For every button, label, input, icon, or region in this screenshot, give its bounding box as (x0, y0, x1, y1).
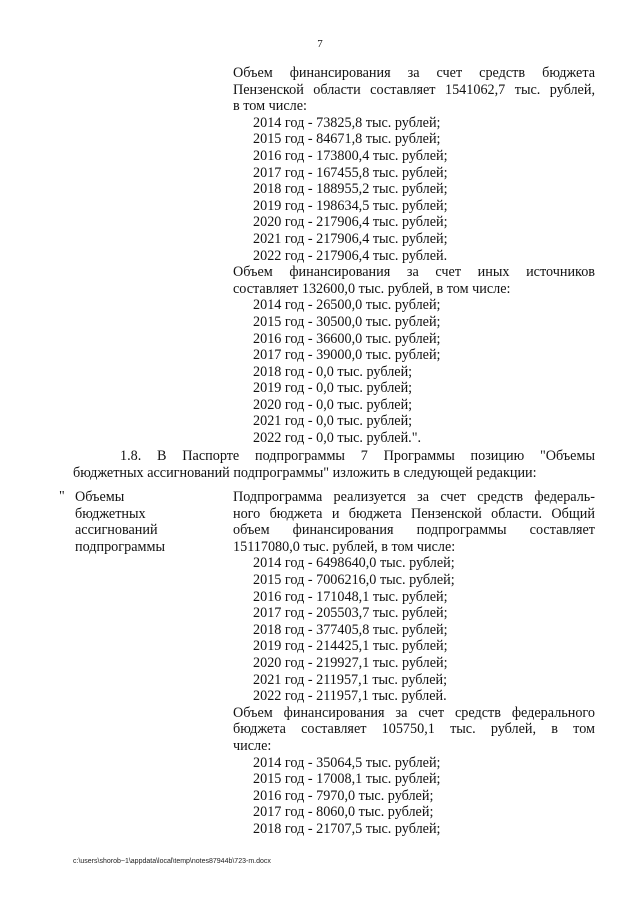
year-line: 2014 год - 6498640,0 тыс. рублей; (253, 555, 455, 572)
text-line: Пензенской области составляет 1541062,7 тыс. рублей, (233, 81, 595, 98)
text-line: числе: (233, 737, 272, 754)
text-line: составляет 132600,0 тыс. рублей, в том числе: (233, 280, 511, 297)
year-line: 2014 год - 73825,8 тыс. рублей; (253, 114, 441, 131)
left-label (75, 489, 215, 555)
year-line: 2018 год - 377405,8 тыс. рублей; (253, 621, 448, 638)
label-line: бюджетных (75, 505, 146, 522)
year-line: 2016 год - 171048,1 тыс. рублей; (253, 588, 448, 605)
text-line: Подпрограмма реализуется за счет средств федераль- (233, 489, 595, 505)
year-line: 2019 год - 0,0 тыс. рублей; (253, 380, 413, 397)
label-line: ассигнований (75, 522, 158, 539)
year-line: 2020 год - 0,0 тыс. рублей; (253, 396, 413, 413)
year-line: 2022 год - 0,0 тыс. рублей.". (253, 430, 422, 447)
year-line: 2015 год - 17008,1 тыс. рублей; (253, 771, 441, 788)
year-line: 2021 год - 211957,1 тыс. рублей; (253, 671, 448, 688)
text-line: ного бюджета и бюджета Пензенской области. Общий (233, 505, 595, 522)
quote-mark: " (59, 489, 65, 504)
year-line: 2020 год - 219927,1 тыс. рублей; (253, 654, 448, 671)
year-line: 2017 год - 167455,8 тыс. рублей; (253, 164, 448, 181)
text-line: бюджета составляет 105750,1 тыс. рублей, в том (233, 721, 595, 738)
footer-file-path: c:\users\shorob~1\appdata\local\temp\notes87944b\723-m.docx (73, 858, 271, 865)
text-line: бюджетных ассигнований подпрограммы" изложить в следующей редакции: (73, 464, 537, 481)
label-line: подпрограммы (75, 538, 165, 555)
year-line: 2019 год - 214425,1 тыс. рублей; (253, 638, 448, 655)
year-line: 2015 год - 30500,0 тыс. рублей; (253, 313, 441, 330)
year-line: 2019 год - 198634,5 тыс. рублей; (253, 197, 448, 214)
text-line: Объем финансирования за счет средств бюджета (233, 65, 595, 81)
top-block (233, 65, 595, 447)
year-line: 2014 год - 26500,0 тыс. рублей; (253, 297, 441, 314)
year-line: 2018 год - 0,0 тыс. рублей; (253, 363, 413, 380)
text-line: Объем финансирования за счет иных источников (233, 264, 595, 281)
year-line: 2021 год - 0,0 тыс. рублей; (253, 413, 413, 430)
year-line: 2017 год - 8060,0 тыс. рублей; (253, 804, 434, 821)
year-line: 2018 год - 21707,5 тыс. рублей; (253, 820, 441, 837)
year-line: 2021 год - 217906,4 тыс. рублей; (253, 230, 448, 247)
text-line: Объем финансирования за счет средств федерального (233, 704, 595, 721)
year-line: 2017 год - 39000,0 тыс. рублей; (253, 347, 441, 364)
text-line: 15117080,0 тыс. рублей, в том числе: (233, 538, 456, 555)
text-line: в том числе: (233, 98, 307, 115)
year-line: 2015 год - 7006216,0 тыс. рублей; (253, 571, 455, 588)
text-line: объем финансирования подпрограммы составляет (233, 522, 595, 539)
page-number: 7 (317, 38, 323, 50)
year-line: 2014 год - 35064,5 тыс. рублей; (253, 754, 441, 771)
section-1-8 (73, 448, 595, 481)
bottom-block (233, 489, 595, 837)
year-line: 2017 год - 205503,7 тыс. рублей; (253, 605, 448, 622)
year-line: 2016 год - 7970,0 тыс. рублей; (253, 787, 434, 804)
year-line: 2022 год - 211957,1 тыс. рублей. (253, 688, 447, 705)
year-line: 2020 год - 217906,4 тыс. рублей; (253, 214, 448, 231)
text-line: 1.8. В Паспорте подпрограммы 7 Программы позицию "Объемы (120, 448, 595, 464)
year-line: 2016 год - 173800,4 тыс. рублей; (253, 147, 448, 164)
year-line: 2015 год - 84671,8 тыс. рублей; (253, 131, 441, 148)
year-line: 2018 год - 188955,2 тыс. рублей; (253, 181, 448, 198)
label-line: Объемы (75, 489, 125, 505)
year-line: 2016 год - 36600,0 тыс. рублей; (253, 330, 441, 347)
year-line: 2022 год - 217906,4 тыс. рублей. (253, 247, 448, 264)
